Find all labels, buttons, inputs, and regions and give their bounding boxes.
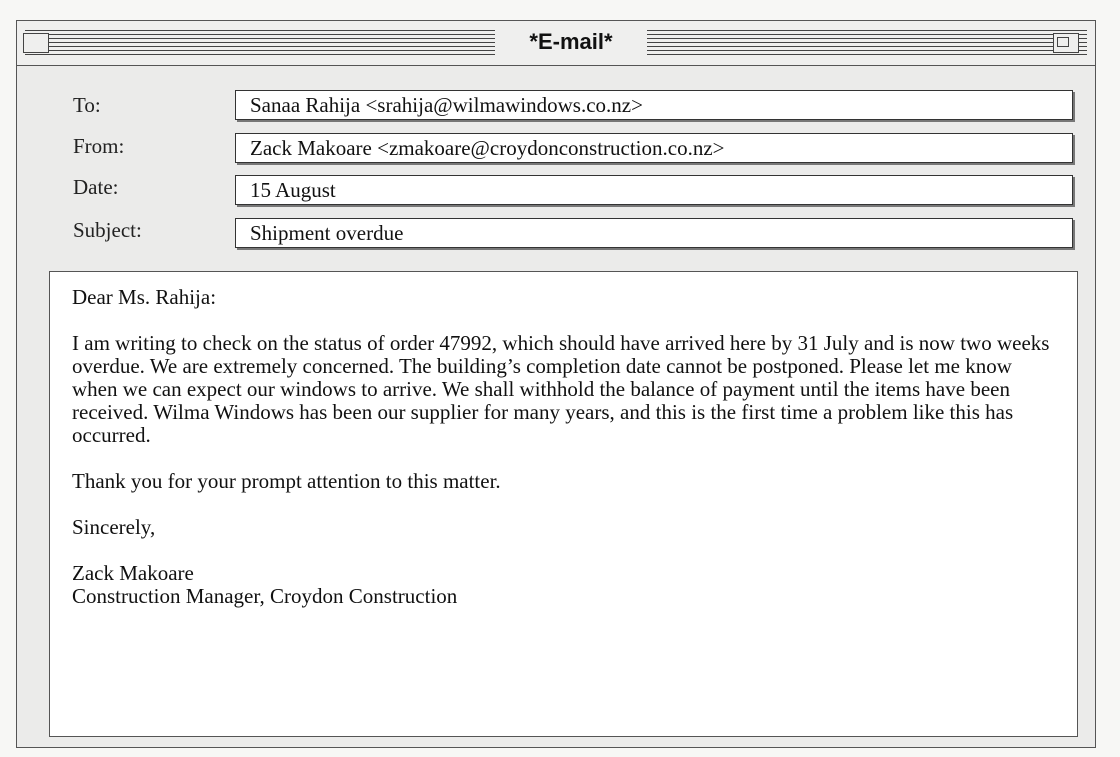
to-label: To: — [73, 93, 101, 117]
from-label: From: — [73, 134, 125, 158]
zoom-box-icon[interactable] — [1053, 33, 1079, 53]
close-box-icon[interactable] — [23, 33, 49, 53]
date-label: Date: — [73, 175, 119, 199]
to-field[interactable]: Sanaa Rahija <srahija@wilmawindows.co.nz> — [235, 90, 1073, 120]
thanks-line: Thank you for your prompt attention to this matter. — [72, 469, 501, 493]
subject-field[interactable]: Shipment overdue — [235, 218, 1073, 248]
subject-label: Subject: — [73, 218, 142, 242]
date-field[interactable]: 15 August — [235, 175, 1073, 205]
closing: Sincerely, — [72, 515, 156, 539]
from-field[interactable]: Zack Makoare <zmakoare@croydonconstruction.co.nz> — [235, 133, 1073, 163]
title-bar-stripes-right — [647, 30, 1087, 55]
email-window — [16, 20, 1096, 748]
message-paragraph: I am writing to check on the status of order 47992, which should have arrived here by 31 July and is now two weeks overdue. We are extremely concerned. The building’s completion date cannot be postponed. Please let me know when we can expect our windows to arrive. We shall withhold the balance of payment until the items have been received. Wilma Windows has been our supplier for many years, and this is the first time a problem like this has occurred. — [72, 331, 1050, 447]
message-body[interactable] — [49, 271, 1078, 737]
zoom-box-inner — [1057, 37, 1069, 47]
title-bar-stripes-left — [25, 30, 495, 55]
signature-title: Construction Manager, Croydon Construction — [72, 584, 458, 608]
greeting: Dear Ms. Rahija: — [72, 285, 217, 309]
title-bar[interactable] — [17, 21, 1095, 66]
signature-name: Zack Makoare — [72, 561, 194, 585]
window-title: *E-mail* — [495, 27, 647, 57]
